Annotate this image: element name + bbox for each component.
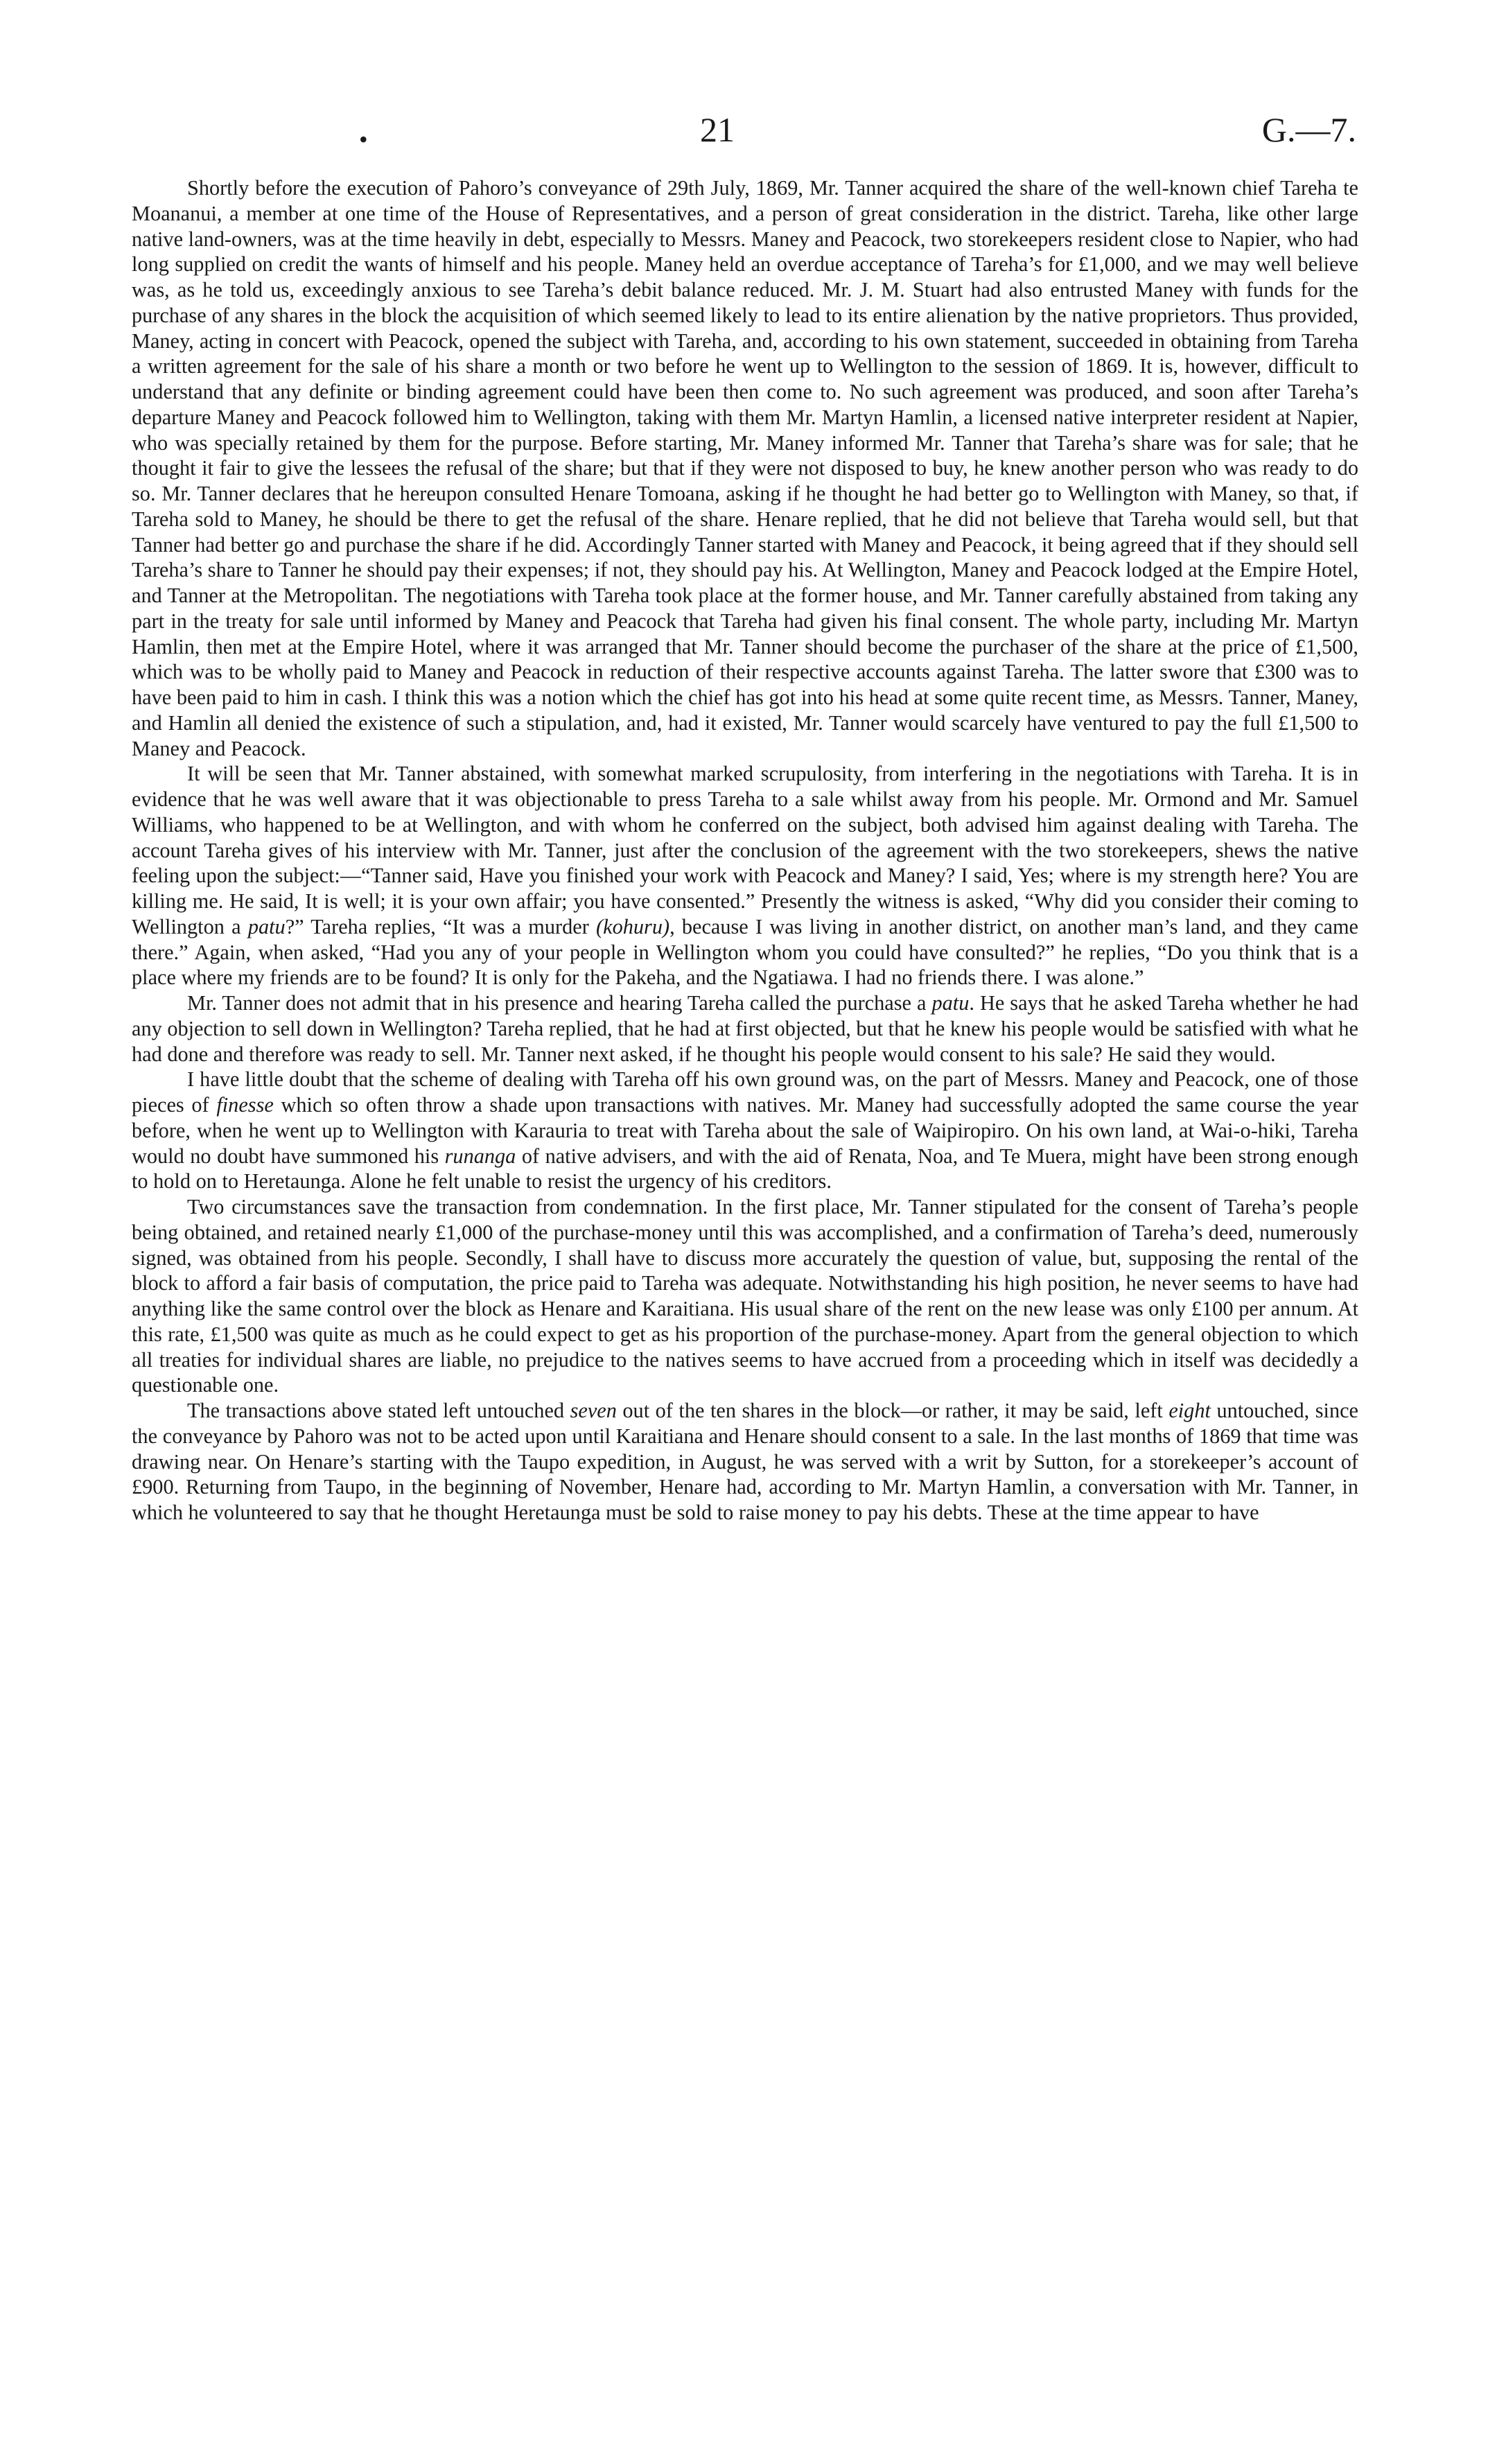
paragraph xyxy=(132,1067,1358,1194)
text-run: It will be seen that Mr. Tanner abstained, with somewhat marked scrupulosity, from interfering in the negotiations with Tareha. It is in evidence that he was well aware that it was objectionable to press Tareha to a sale whilst away from his people. Mr. Ormond and Mr. Samuel Williams, who happened to be at Wellington, and with whom he conferred on the subject, both advised him against dealing with Tareha. The account Tareha gives of his interview with Mr. Tanner, just after the conclusion of the agreement with the two storekeepers, shews the native feeling upon the subject:—“Tanner said, Have you finished your work with Peacock and Maney? I said, Yes; where is my strength here? You are killing me. He said, It is well; it is your own affair; you have consented.” Presently the witness is asked, “Why did you consider their coming to Wellington a xyxy=(132,762,1358,938)
italic-term: seven xyxy=(570,1399,617,1422)
paragraph xyxy=(132,1194,1358,1398)
italic-term: (kohuru) xyxy=(596,914,670,938)
document-reference: G.—7. xyxy=(1261,110,1356,149)
text-run: ?” Tareha replies, “It was a murder xyxy=(285,914,597,938)
text-run: Two circumstances save the transaction from condemnation. In the first place, Mr. Tanner stipulated for the consent of Tareha’s people being obtained, and retained nearly £1,000 of the purchase-money until this was accomplished, and a confirmation of Tareha’s deed, numerously signed, was obtained from his people. Secondly, I shall have to discuss more accurately the question of value, but, supposing the rental of the block to afford a fair basis of computation, the price paid to Tareha was adequate. Notwithstanding his high position, he never seems to have had anything like the same control over the block as Henare and Karaitiana. His usual share of the rent on the new lease was only £100 per annum. At this rate, £1,500 was quite as much as he could expect to get as his proportion of the purchase-money. Apart from the general objection to which all treaties for individual shares are liable, no prejudice to the natives seems to have accrued from a proceeding which in itself was decidedly a questionable one. xyxy=(132,1195,1358,1397)
text-run: of native advisers, and with the aid of Renata, Noa, and Te Muera, might have been strong enough to hold on to Heretaunga. Alone he felt unable to resist the urgency of his creditors. xyxy=(132,1144,1358,1194)
paragraph xyxy=(132,990,1358,1067)
text-run: I have little doubt that the scheme of dealing with Tareha off his own ground was, on the part of Messrs. Maney and Peacock, one of those pieces of xyxy=(132,1067,1358,1117)
italic-term: eight xyxy=(1168,1399,1211,1422)
text-run: . He says that he asked Tareha whether he had any objection to sell down in Wellington? Tareha replied, that he had at first objected, but that he knew his people would be satisfied with what he had done and therefore was ready to sell. Mr. Tanner next asked, if he thought his people would consent to his sale? He said they would. xyxy=(132,991,1359,1066)
text-run: untouched, since the conveyance by Pahoro was not to be acted upon until Karaitiana and Henare should consent to a sale. In the last months of 1869 that time was drawing near. On Henare’s starting with the Taupo expedition, in August, he was served with a writ by Sutton, for a storekeeper’s account of £900. Returning from Taupo, in the beginning of November, Henare had, according to Mr. Martyn Hamlin, a conversation with Mr. Tanner, in which he volunteered to say that he thought Heretaunga must be sold to raise money to pay his debts. These at the time appear to have xyxy=(132,1399,1358,1524)
text-run: Mr. Tanner does not admit that in his presence and hearing Tareha called the purchase a xyxy=(187,991,932,1015)
paragraph xyxy=(132,761,1358,990)
text-run: which so often throw a shade upon transactions with natives. Mr. Maney had successfully adopted the same course the year before, when he went up to Wellington with Karauria to treat with Tareha about the sale of Waipiropiro. On his own land, at Wai-o-hiki, Tareha would no doubt have summoned his xyxy=(132,1093,1358,1168)
header-mark: • xyxy=(359,125,368,153)
paragraph xyxy=(132,175,1358,761)
italic-term: patu xyxy=(931,991,970,1015)
text-run: , because I was living in another district, on another man’s land, and they came there.” Again, when asked, “Had you any of your people in Wellington whom you could have consulted?” he replies, “Do you think that is a place where my friends are to be found? It is only for the Pakeha, and the Ngatiawa. I had no friends there. I was alone.” xyxy=(132,914,1358,990)
body-text xyxy=(132,175,1358,1526)
text-run: out of the ten shares in the block—or rather, it may be said, left xyxy=(616,1399,1169,1422)
italic-term: patu xyxy=(247,914,286,938)
text-run: Shortly before the execution of Pahoro’s conveyance of 29th July, 1869, Mr. Tanner acquired the share of the well-known chief Tareha te Moananui, a member at one time of the House of Representatives, and a person of great consideration in the district. Tareha, like other large native land-owners, was at the time heavily in debt, especially to Messrs. Maney and Peacock, two storekeepers resident close to Napier, who had long supplied on credit the wants of himself and his people. Maney held an overdue acceptance of Tareha’s for £1,000, and we may well believe was, as he told us, exceedingly anxious to see Tareha’s debit balance reduced. Mr. J. M. Stuart had also entrusted Maney with funds for the purchase of any shares in the block the acquisition of which seemed likely to lead to its entire alienation by the native proprietors. Thus provided, Maney, acting in concert with Peacock, opened the subject with Tareha, and, according to his own statement, succeeded in obtaining from Tareha a written agreement for the sale of his share a month or two before he went up to Wellington to the session of 1869. It is, however, difficult to understand that any definite or binding agreement could have been then come to. No such agreement was produced, and soon after Tareha’s departure Maney and Peacock followed him to Wellington, taking with them Mr. Martyn Hamlin, a licensed native interpreter resident at Napier, who was specially retained by them for the purpose. Before starting, Mr. Maney informed Mr. Tanner that Tareha’s share was for sale; that he thought it fair to give the lessees the refusal of the share; but that if they were not disposed to buy, he knew another person who was ready to do so. Mr. Tanner declares that he hereupon consulted Henare Tomoana, asking if he thought he had better go to Wellington with Maney, so that, if Tareha sold to Maney, he should be there to get the refusal of the share. Henare replied, that he did not believe that Tareha would sell, but that Tanner had better go and purchase the share if he did. Accordingly Tanner started with Maney and Peacock, it being agreed that if they should sell Tareha’s share to Tanner he should pay their expenses; if not, they should pay his. At Wellington, Maney and Peacock lodged at the Empire Hotel, and Tanner at the Metropolitan. The negotiations with Tareha took place at the former house, and Mr. Tanner carefully abstained from taking any part in the treaty for sale until informed by Maney and Peacock that Tareha had given his final consent. The whole party, including Mr. Martyn Hamlin, then met at the Empire Hotel, where it was arranged that Mr. Tanner should become the purchaser of the share at the price of £1,500, which was to be wholly paid to Maney and Peacock in reduction of their respective accounts against Tareha. The latter swore that £300 was to have been paid to him in cash. I think this was a notion which the chief has got into his head at some quite recent time, as Messrs. Tanner, Maney, and Hamlin all denied the existence of such a stipulation, and, had it existed, Mr. Tanner would scarcely have ventured to pay the full £1,500 to Maney and Peacock. xyxy=(132,176,1358,760)
text-run: The transactions above stated left untouched xyxy=(187,1399,570,1422)
italic-term: runanga xyxy=(444,1144,516,1168)
italic-term: finesse xyxy=(216,1093,274,1117)
page-number: 21 xyxy=(700,110,735,149)
page-header xyxy=(0,110,1506,158)
paragraph xyxy=(132,1398,1358,1526)
